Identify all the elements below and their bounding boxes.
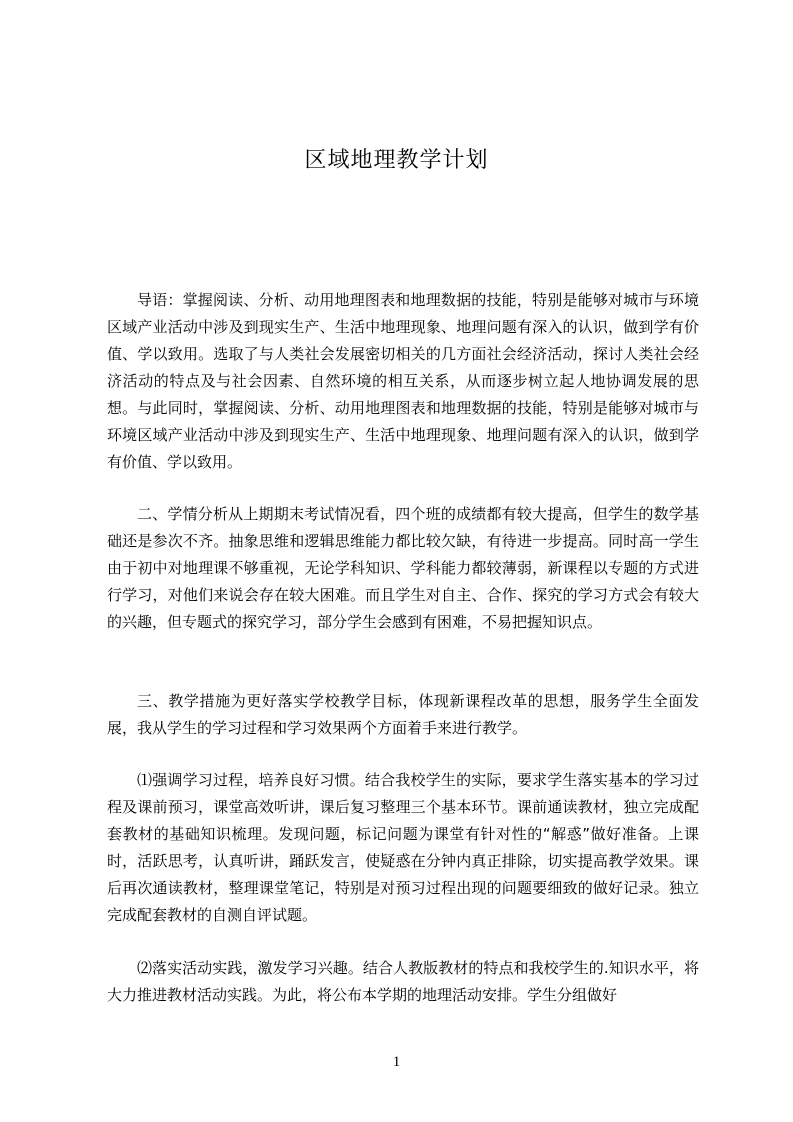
paragraph-teaching-measures: 三、教学措施为更好落实学校教学目标，体现新课程改革的思想，服务学生全面发展，我从学生的学习过程和学习效果两个方面着手来进行教学。 bbox=[107, 692, 699, 737]
paragraph-learning-process: ⑴强调学习过程，培养良好习惯。结合我校学生的实际，要求学生落实基本的学习过程及课前预习，课堂高效听讲，课后复习整理三个基本环节。课前通读教材，独立完成配套教材的基础知识梳理。发现问题，标记问题为课堂有针对性的“解惑”做好准备。上课时，活跃思考，认真听讲，踊跃发言，使疑惑在分钟内真正排除，切实提高教学效果。课后再次通读教材，整理课堂笔记，特别是对预习过程出现的问题要细致的做好记录。独立完成配套教材的自测自评试题。 bbox=[107, 771, 699, 924]
paragraph-intro: 导语：掌握阅读、分析、动用地理图表和地理数据的技能，特别是能够对城市与环境区域产业活动中涉及到现实生产、生活中地理现象、地理问题有深入的认识，做到学有价值、学以致用。选取了与人类社会发展密切相关的几方面社会经济活动，探讨人类社会经济活动的特点及与社会因素、自然环境的相互关系，从而逐步树立起人地协调发展的思想。与此同时，掌握阅读、分析、动用地理图表和地理数据的技能，特别是能够对城市与环境区域产业活动中涉及到现实生产、生活中地理现象、地理问题有深入的认识，做到学有价值、学以致用。 bbox=[107, 291, 699, 471]
page-number: 1 bbox=[392, 1054, 401, 1070]
page-title: 区域地理教学计划 bbox=[304, 148, 489, 173]
paragraph-student-analysis: 二、学情分析从上期期末考试情况看，四个班的成绩都有较大提高，但学生的数学基础还是参次不齐。抽象思维和逻辑思维能力都比较欠缺，有待进一步提高。同时高一学生由于初中对地理课不够重视，无论学科知识、学科能力都较薄弱，新课程以专题的方式进行学习，对他们来说会存在较大困难。而且学生对自主、合作、探究的学习方式会有较大的兴趣，但专题式的探究学习，部分学生会感到有困难，不易把握知识点。 bbox=[107, 505, 699, 631]
paragraph-activity-practice: ⑵落实活动实践，激发学习兴趣。结合人教版教材的特点和我校学生的.知识水平，将大力推进教材活动实践。为此，将公布本学期的地理活动安排。学生分组做好 bbox=[107, 959, 699, 1004]
